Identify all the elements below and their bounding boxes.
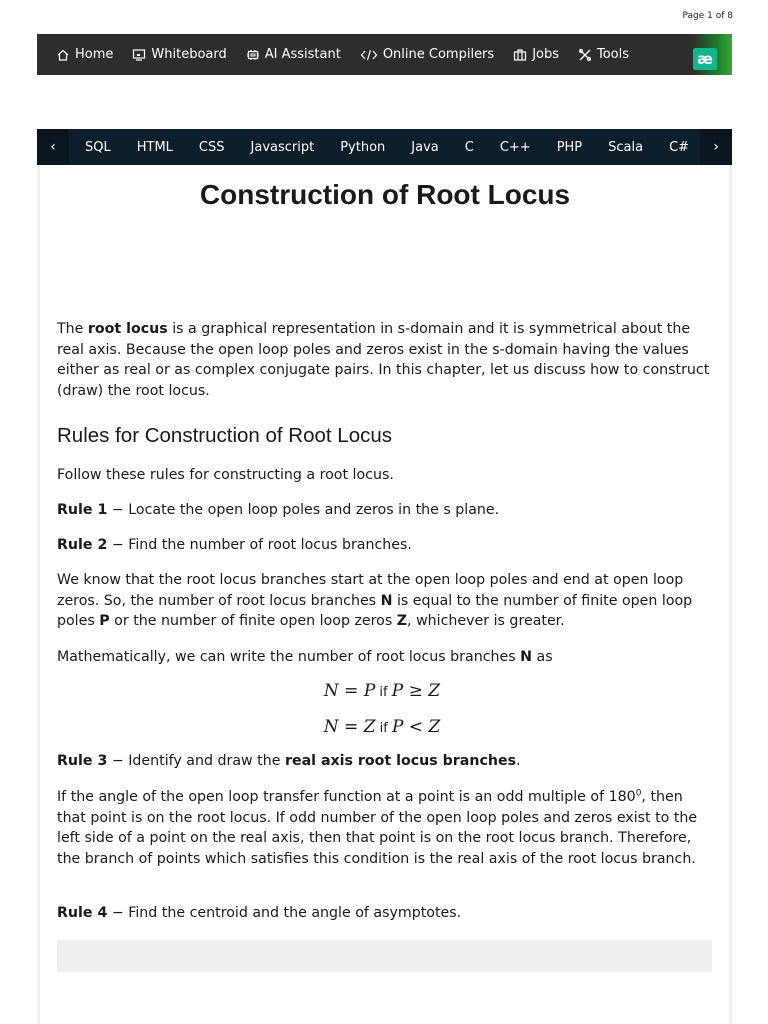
section-heading: Rules for Construction of Root Locus <box>57 424 392 447</box>
lang-link-javascript[interactable]: Javascript <box>250 139 315 155</box>
eq1-condition: if <box>375 685 392 700</box>
lang-link-scala[interactable]: Scala <box>608 139 644 155</box>
intro-paragraph <box>57 319 715 401</box>
brand-logo-icon[interactable]: æ <box>693 48 717 70</box>
rule-2-text: − Find the number of root locus branches. <box>107 537 412 553</box>
math-intro-bold: N <box>520 649 532 665</box>
branches-bold-p: P <box>99 613 110 629</box>
rule-1-text: − Locate the open loop poles and zeros in the s plane. <box>107 502 500 518</box>
lang-link-cpp[interactable]: C++ <box>499 139 531 155</box>
lang-link-python[interactable]: Python <box>340 139 386 155</box>
eq2-cond-left: P <box>391 717 404 737</box>
equation-1 <box>57 681 707 704</box>
intro-text-post: is a graphical representation in s-domain and it is symmetrical about the real axis. Because the open loop poles and zeros exist in the s-domain having the values either as real or as complex conjugate pairs. In this chapter, let us discuss how to construct (draw) the root locus. <box>57 321 710 399</box>
eq1-lhs: N <box>323 681 339 701</box>
intro-bold: root locus <box>87 321 168 337</box>
branches-bold-z: Z <box>396 613 408 629</box>
eq2-cond-right: Z <box>428 717 441 737</box>
jobs-icon <box>513 48 527 62</box>
eq1-cond-right: Z <box>428 681 441 701</box>
angle-paragraph <box>57 787 715 869</box>
nav-online-compilers[interactable] <box>360 47 494 62</box>
scroll-left-button[interactable] <box>37 129 69 165</box>
rule-4-label: Rule 4 <box>57 905 108 921</box>
rule-3-label: Rule 3 <box>57 753 108 769</box>
chevron-left-icon: ‹ <box>50 139 56 155</box>
language-bar <box>37 129 732 165</box>
rule-4 <box>57 903 461 924</box>
nav-tools[interactable] <box>578 47 629 62</box>
eq1-equals: = <box>338 681 364 701</box>
math-intro-paragraph <box>57 647 553 668</box>
rule-1-label: Rule 1 <box>57 502 108 518</box>
rule-2-label: Rule 2 <box>57 537 108 553</box>
code-block-placeholder <box>57 940 712 972</box>
branches-text-1: We know that the root locus branches start at the open loop poles and end at open loop zeros. So, the number of root locus branches <box>57 572 684 609</box>
rule-2 <box>57 535 412 556</box>
nav-tools-label: Tools <box>597 47 630 62</box>
nav-ai-assistant-label: AI Assistant <box>264 47 341 62</box>
rule-3-post: . <box>516 753 521 769</box>
branches-text-3: or the number of finite open loop zeros <box>109 613 397 629</box>
math-intro-post: as <box>532 649 553 665</box>
branches-bold-n: N <box>380 592 393 609</box>
scroll-right-button[interactable] <box>700 129 732 165</box>
math-intro-text: Mathematically, we can write the number of root locus branches <box>57 649 521 665</box>
ai-assistant-icon <box>246 48 260 62</box>
equation-2 <box>57 717 707 740</box>
eq2-equals: = <box>338 717 364 737</box>
rule-3-text: − Identify and draw the <box>107 753 285 769</box>
follow-paragraph: Follow these rules for constructing a root locus. <box>57 467 394 483</box>
rule-3-bold: real axis root locus branches <box>284 753 517 769</box>
lang-link-csharp[interactable]: C# <box>669 139 690 155</box>
angle-text-post: , then that point is on the root locus. If odd number of the open loop poles and zeros exist to the left side of a point on the real axis, then that point is on the root locus branch. Therefore, the branch of points which satisfies this condition is the real axis of the root locus branch. <box>57 789 698 867</box>
branches-text-2: is equal to the number of finite open loop poles <box>57 592 693 629</box>
nav-home[interactable] <box>56 47 113 62</box>
rule-4-text: − Find the centroid and the angle of asymptotes. <box>107 905 462 921</box>
tools-icon <box>578 48 592 62</box>
eq1-cond-left: P <box>391 681 404 701</box>
branches-text-4: , whichever is greater. <box>407 613 565 629</box>
lang-link-php[interactable]: PHP <box>556 139 583 155</box>
lang-link-java[interactable]: Java <box>411 139 439 155</box>
rule-3 <box>57 751 521 772</box>
lang-link-sql[interactable]: SQL <box>85 139 111 155</box>
rule-1 <box>57 500 499 521</box>
eq2-condition: if <box>375 721 392 736</box>
home-icon <box>56 48 70 62</box>
nav-home-label: Home <box>75 47 114 62</box>
eq2-rhs: Z <box>363 717 376 737</box>
whiteboard-icon <box>132 48 146 62</box>
nav-whiteboard[interactable] <box>132 47 226 62</box>
chevron-right-icon: › <box>713 139 719 155</box>
code-icon <box>360 48 378 62</box>
intro-text-pre: The <box>57 321 88 337</box>
nav-whiteboard-label: Whiteboard <box>151 47 227 62</box>
nav-jobs[interactable] <box>513 47 559 62</box>
page-indicator: Page 1 of 8 <box>682 11 733 21</box>
eq1-rhs: P <box>363 681 376 701</box>
lang-link-css[interactable]: CSS <box>198 139 225 155</box>
lang-link-html[interactable]: HTML <box>136 139 173 155</box>
page-title: Construction of Root Locus <box>199 179 571 210</box>
nav-ai-assistant[interactable] <box>246 47 341 62</box>
eq2-operator: < <box>403 717 429 737</box>
angle-superscript: 0 <box>635 788 642 799</box>
nav-online-compilers-label: Online Compilers <box>382 47 495 62</box>
top-navigation <box>37 34 732 75</box>
branches-paragraph <box>57 570 715 632</box>
nav-jobs-label: Jobs <box>532 47 559 62</box>
eq1-operator: ≥ <box>403 681 429 701</box>
eq2-lhs: N <box>323 717 339 737</box>
angle-text-pre: If the angle of the open loop transfer function at a point is an odd multiple of 180 <box>57 789 636 805</box>
lang-link-c[interactable]: C <box>464 139 474 155</box>
